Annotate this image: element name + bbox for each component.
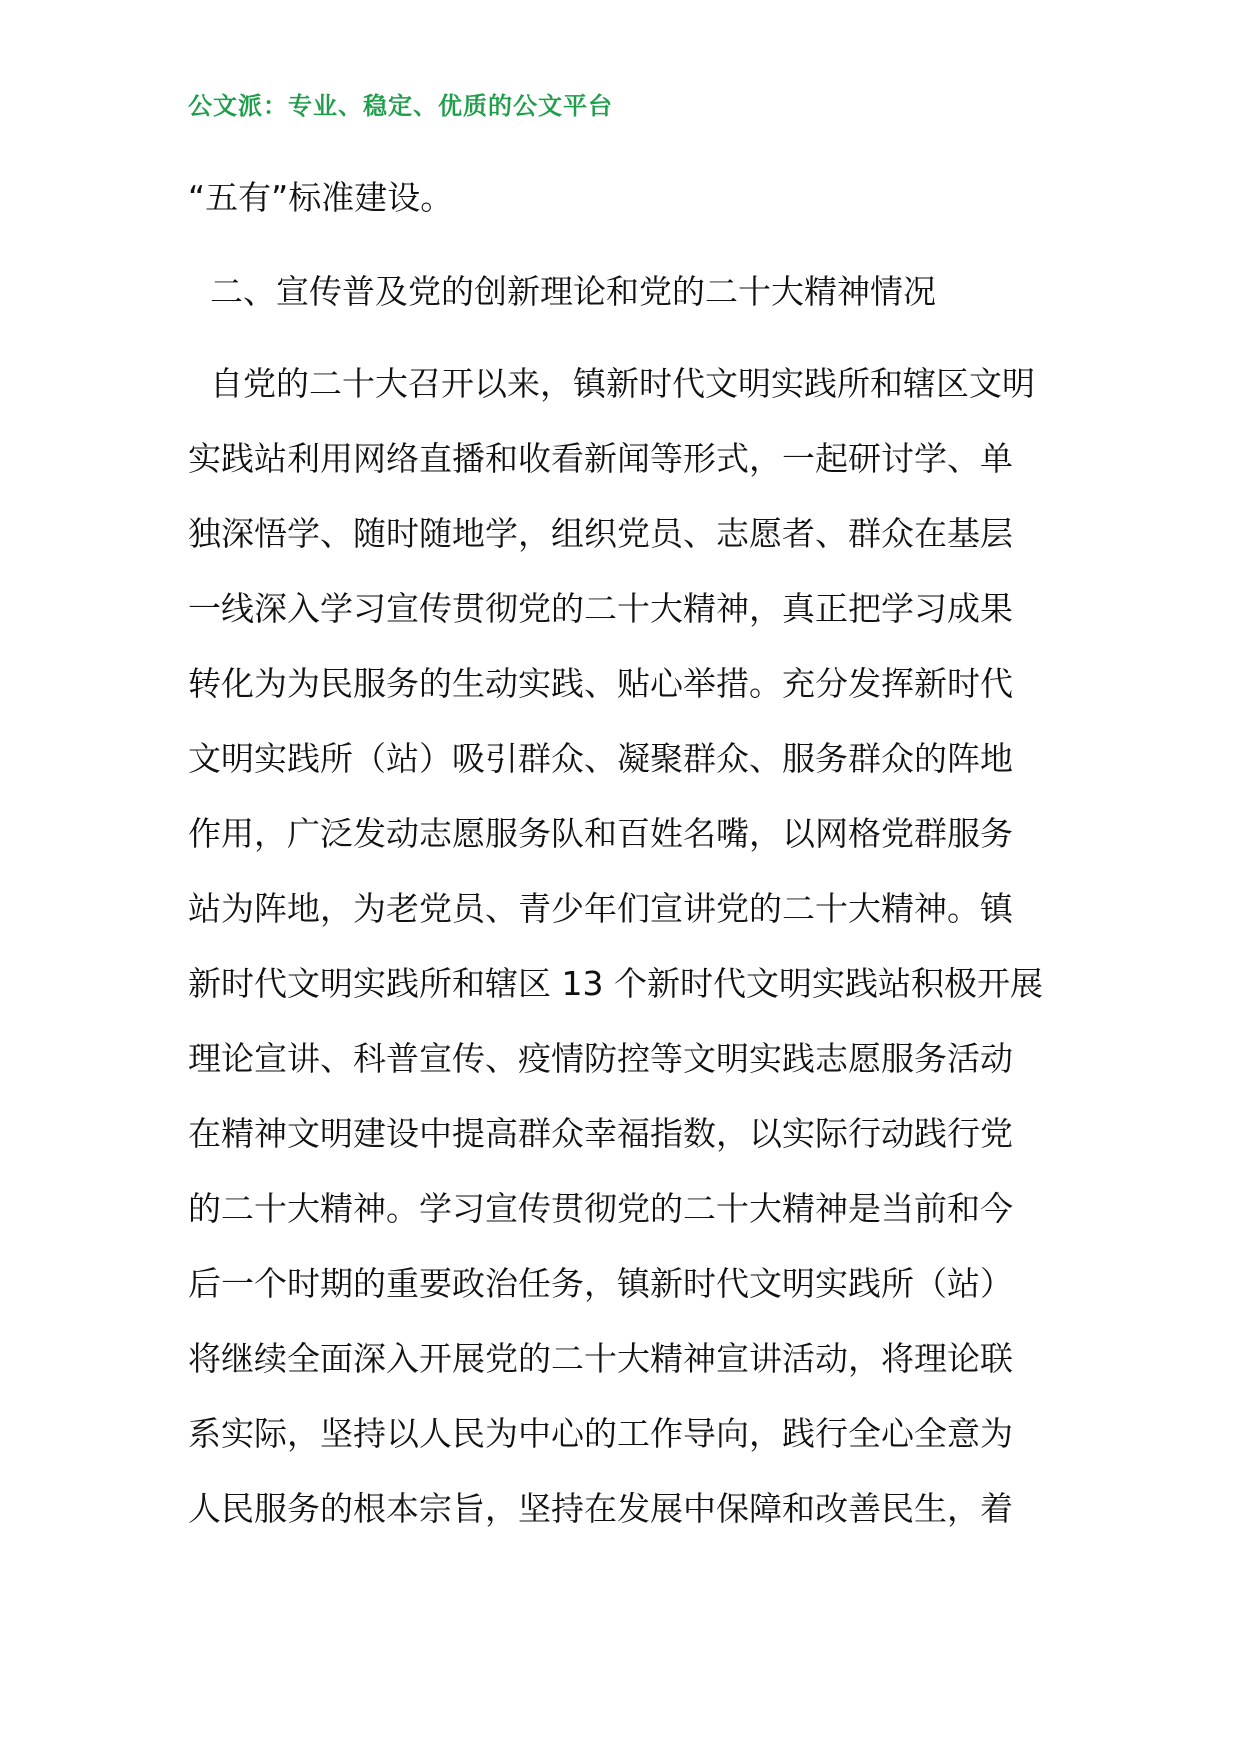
paragraph-line: 实践站利用网络直播和收看新闻等形式，一起研讨学、单 <box>188 439 1013 478</box>
paragraph-line: 一线深入学习宣传贯彻党的二十大精神，真正把学习成果 <box>188 589 1013 628</box>
section-heading <box>188 254 1054 329</box>
paragraph-line: 后一个时期的重要政治任务，镇新时代文明实践所（站） <box>188 1264 1013 1303</box>
paragraph-line: 将继续全面深入开展党的二十大精神宣讲活动，将理论联 <box>188 1339 1013 1378</box>
paragraph-line: 独深悟学、随时随地学，组织党员、志愿者、群众在基层 <box>188 514 1013 553</box>
paragraph-line: 站为阵地，为老党员、青少年们宣讲党的二十大精神。镇 <box>188 889 1013 928</box>
section-heading-text: 二、宣传普及党的创新理论和党的二十大精神情况 <box>210 272 936 311</box>
paragraph-line: 文明实践所（站）吸引群众、凝聚群众、服务群众的阵地 <box>188 739 1013 778</box>
paragraph-line: 的二十大精神。学习宣传贯彻党的二十大精神是当前和今 <box>188 1189 1013 1228</box>
paragraph-line: 转化为为民服务的生动实践、贴心举措。充分发挥新时代 <box>188 664 1013 703</box>
paragraph-line: 作用，广泛发动志愿服务队和百姓名嘴，以网格党群服务 <box>188 814 1013 853</box>
paragraph-line: 在精神文明建设中提高群众幸福指数，以实际行动践行党 <box>188 1114 1013 1153</box>
continuation-text: “五有”标准建设。 <box>188 178 454 217</box>
continuation-line <box>188 160 1054 235</box>
paragraph-line: 新时代文明实践所和辖区 13 个新时代文明实践站积极开展 <box>188 964 1043 1003</box>
paragraph-line: 自党的二十大召开以来，镇新时代文明实践所和辖区文明 <box>210 364 1035 403</box>
paragraph-line: 理论宣讲、科普宣传、疫情防控等文明实践志愿服务活动 <box>188 1039 1013 1078</box>
paragraph-line: 系实际，坚持以人民为中心的工作导向，践行全心全意为 <box>188 1414 1013 1453</box>
page-header: 公文派：专业、稳定、优质的公文平台 <box>188 92 613 120</box>
paragraph-line: 人民服务的根本宗旨，坚持在发展中保障和改善民生，着 <box>188 1489 1013 1528</box>
body-paragraph <box>188 346 1054 1546</box>
